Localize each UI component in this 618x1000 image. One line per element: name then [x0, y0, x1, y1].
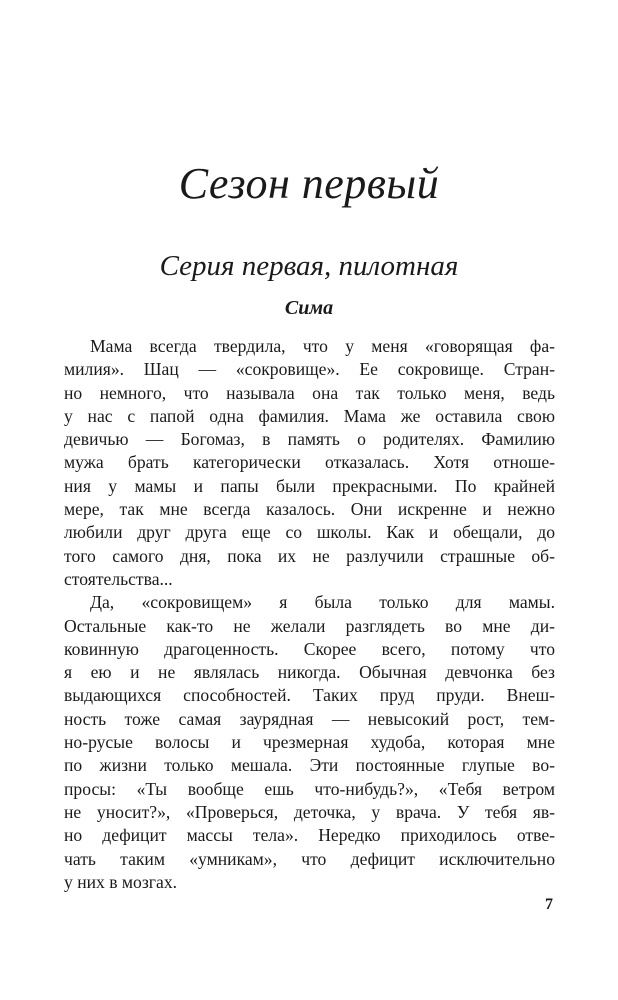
text-line: чать таким «умникам», что дефицит исключительно: [64, 848, 555, 869]
text-line: но дефицит массы тела». Нередко приходилось отве-: [64, 825, 555, 846]
text-line: ность тоже самая заурядная — невысокий рост, тем-: [64, 708, 555, 729]
text-line: любили друг друга еще со школы. Как и обещали, до: [64, 522, 555, 543]
text-line: я ею и не являлась никогда. Обычная девчонка без: [64, 662, 555, 683]
text-line: мере, так мне всегда казалось. Они искренне и нежно: [64, 499, 555, 520]
text-line: стоятельства...: [64, 568, 173, 589]
chapter-body: [64, 335, 555, 894]
narrator-name: Сима: [284, 297, 334, 319]
text-line: девичью — Богомаз, в память о родителях. Фамилию: [64, 429, 555, 450]
text-line: не уносит?», «Проверься, деточка, у врача. У тебя яв-: [64, 801, 555, 822]
season-title: Сезон первый: [178, 159, 440, 208]
text-line: ковинную драгоценность. Скорее всего, потому что: [64, 638, 555, 659]
text-line: но-русые волосы и чрезмерная худоба, которая мне: [64, 732, 555, 753]
text-line: выдающихся способностей. Таких пруд пруди. Внеш-: [64, 685, 555, 706]
text-line: у нас с папой одна фамилия. Мама же оставила свою: [64, 405, 555, 426]
text-line: ния у мамы и папы были прекрасными. По крайней: [64, 475, 555, 496]
text-line: но немного, что называла она так только меня, ведь: [64, 382, 555, 403]
text-line: Да, «сокровищем» я была только для мамы.: [90, 592, 555, 613]
text-line: того самого дня, пока их не разлучили страшные об-: [64, 545, 555, 566]
episode-title: Серия первая, пилотная: [159, 250, 459, 282]
text-line: милия». Шац — «сокровище». Ее сокровище. Стран-: [64, 359, 555, 380]
text-line: по жизни только мешала. Эти постоянные глупые во-: [64, 755, 555, 776]
page-number: 7: [545, 896, 553, 913]
text-line: у них в мозгах.: [64, 871, 178, 892]
text-line: Остальные как-то не желали разглядеть во мне ди-: [64, 615, 555, 636]
text-line: просы: «Ты вообще ешь что-нибудь?», «Тебя ветром: [64, 778, 555, 799]
text-line: мужа брать категорически отказалась. Хотя отноше-: [64, 452, 555, 473]
text-line: Мама всегда твердила, что у меня «говорящая фа-: [90, 336, 555, 356]
